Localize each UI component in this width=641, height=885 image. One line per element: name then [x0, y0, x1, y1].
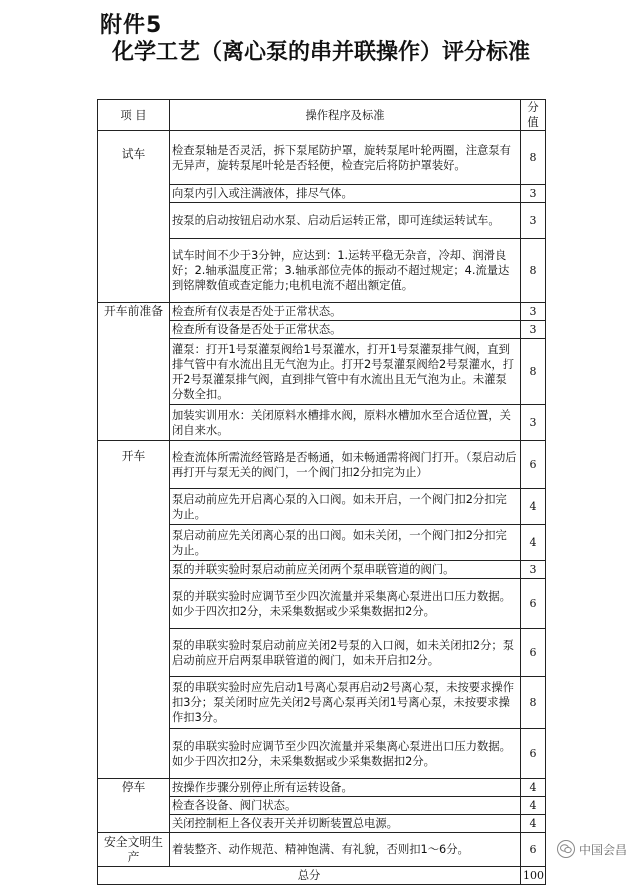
procedure-cell: 加装实训用水：关闭原料水槽排水阀，原料水槽加水至合适位置，关闭自来水。 [170, 405, 521, 441]
score-cell: 6 [521, 441, 546, 489]
score-cell: 3 [521, 561, 546, 579]
total-label: 总分 [98, 867, 521, 885]
score-cell: 4 [521, 525, 546, 561]
score-cell: 8 [521, 239, 546, 303]
procedure-cell: 泵的并联实验时泵启动前应关闭两个泵串联管道的阀门。 [170, 561, 521, 579]
section-trial-run [98, 131, 170, 303]
score-cell: 3 [521, 321, 546, 339]
procedure-cell: 泵的串联实验时应调节至少四次流量并采集离心泵进出口压力数据。如少于四次扣2分，未采集数据或少采集数据扣2分。 [170, 729, 521, 779]
section-safety [98, 833, 170, 867]
score-cell: 6 [521, 579, 546, 629]
header-item: 项 目 [98, 100, 170, 131]
section-label: 停车 [121, 780, 146, 794]
procedure-cell: 按操作步骤分别停止所有运转设备。 [170, 779, 521, 797]
section-label: 开车 [121, 449, 146, 463]
procedure-cell: 泵的串联实验时应先启动1号离心泵再启动2号离心泵，未按要求操作扣3分；泵关闭时应先关闭2号离心泵再关闭1号离心泵，未按要求操作扣3分。 [170, 677, 521, 729]
score-cell: 3 [521, 405, 546, 441]
watermark-text: 中国会昌 [578, 842, 627, 857]
table-header-row [98, 100, 546, 131]
header-procedure: 操作程序及标准 [170, 100, 521, 131]
procedure-cell: 关闭控制柜上各仪表开关并切断装置总电源。 [170, 815, 521, 833]
score-cell: 4 [521, 779, 546, 797]
section-start [98, 441, 170, 779]
table-row [98, 131, 546, 185]
procedure-cell: 灌泵：打开1号泵灌泵阀给1号泵灌水，打开1号泵灌泵排气阀，直到排气管中有水流出且无气泡为止。打开2号泵灌泵阀给2号泵灌水，打开2号泵灌泵排气阀，直到排气管中有水流出且无气泡为止。未灌泵分数全扣。 [170, 339, 521, 405]
score-cell: 6 [521, 629, 546, 677]
section-label: 安全文明生产 [104, 834, 163, 864]
page-title: 化学工艺（离心泵的串并联操作）评分标准 [111, 40, 530, 65]
procedure-cell: 检查所有仪表是否处于正常状态。 [170, 303, 521, 321]
section-label: 开车前准备 [104, 304, 163, 318]
score-cell: 8 [521, 339, 546, 405]
table-row [98, 833, 546, 867]
table-row [98, 303, 546, 321]
score-cell: 3 [521, 203, 546, 239]
watermark [557, 840, 627, 858]
table-row [98, 441, 546, 489]
procedure-cell: 检查流体所需流经管路是否畅通，如未畅通需将阀门打开。（泵启动后再打开与泵无关的阀门，一个阀门扣2分扣完为止） [170, 441, 521, 489]
procedure-cell: 检查泵轴是否灵活，拆下泵尾防护罩，旋转泵尾叶轮两圈，注意泵有无异声，旋转泵尾叶轮是否轻便，检查完后将防护罩装好。 [170, 131, 521, 185]
procedure-cell: 泵启动前应先关闭离心泵的出口阀。如未关闭，一个阀门扣2分扣完为止。 [170, 525, 521, 561]
wechat-icon-glyph [560, 844, 572, 854]
score-cell: 4 [521, 797, 546, 815]
score-cell: 6 [521, 833, 546, 867]
section-stop [98, 779, 170, 833]
score-cell: 8 [521, 131, 546, 185]
procedure-cell: 泵的串联实验时泵启动前应关闭2号泵的入口阀，如未关闭扣2分；泵启动前应开启两泵串联管道的阀门，如未开启扣2分。 [170, 629, 521, 677]
procedure-cell: 泵的并联实验时应调节至少四次流量并采集离心泵进出口压力数据。如少于四次扣2分，未采集数据或少采集数据扣2分。 [170, 579, 521, 629]
scoring-table [97, 99, 546, 885]
table-row [98, 779, 546, 797]
score-cell: 8 [521, 677, 546, 729]
total-row [98, 867, 546, 885]
score-cell: 3 [521, 303, 546, 321]
procedure-cell: 检查所有设备是否处于正常状态。 [170, 321, 521, 339]
section-pre-start [98, 303, 170, 441]
procedure-cell: 泵启动前应先开启离心泵的入口阀。如未开启，一个阀门扣2分扣完为止。 [170, 489, 521, 525]
procedure-cell: 试车时间不少于3分钟，应达到：1.运转平稳无杂音，冷却、润滑良好；2.轴承温度正常；3.轴承部位壳体的振动不超过规定；4.流量达到铭牌数值或查定能力;电机电流不超出额定值。 [170, 239, 521, 303]
annex-label: 附件5 [100, 13, 163, 38]
score-cell: 6 [521, 729, 546, 779]
procedure-cell: 按泵的启动按钮启动水泵、启动后运转正常，即可连续运转试车。 [170, 203, 521, 239]
section-label: 试车 [121, 147, 146, 161]
header-score: 分值 [521, 100, 546, 131]
procedure-cell: 检查各设备、阀门状态。 [170, 797, 521, 815]
score-cell: 4 [521, 815, 546, 833]
score-cell: 3 [521, 185, 546, 203]
procedure-cell: 向泵内引入或注满液体，排尽气体。 [170, 185, 521, 203]
total-score: 100 [521, 867, 546, 885]
score-cell: 4 [521, 489, 546, 525]
procedure-cell: 着装整齐、动作规范、精神饱满、有礼貌，否则扣1～6分。 [170, 833, 521, 867]
wechat-icon [557, 840, 575, 858]
